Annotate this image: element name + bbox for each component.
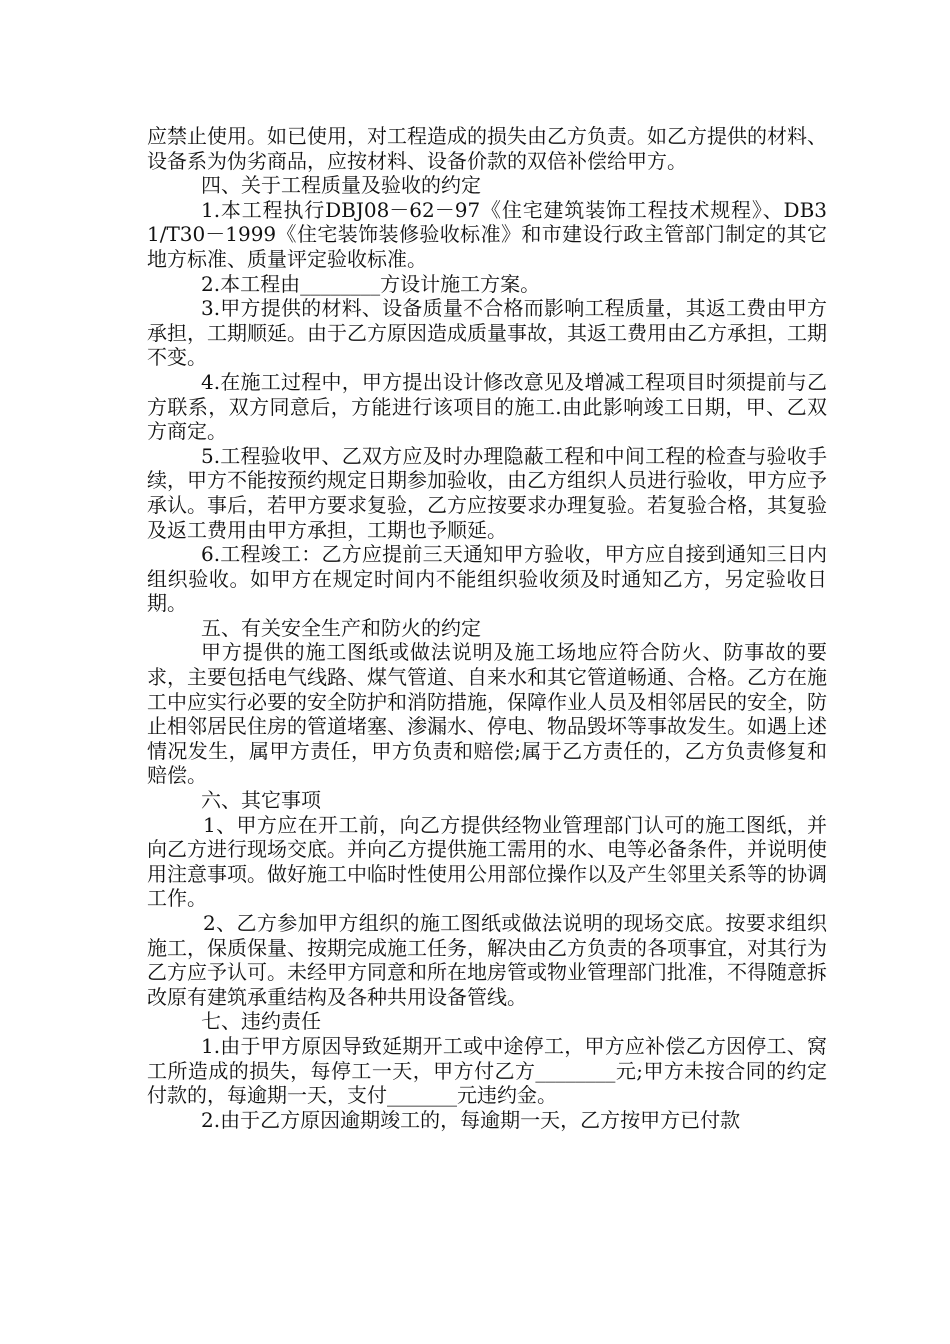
paragraph: 应禁止使用。如已使用，对工程造成的损失由乙方负责。如乙方提供的材料、设备系为伪劣商品，应按材料、设备价款的双倍补偿给甲方。	[147, 124, 827, 173]
paragraph: 1.本工程执行DBJ08－62－97《住宅建筑装饰工程技术规程》、DB31/T30－1999《住宅装饰装修验收标准》和市建设行政主管部门制定的其它地方标准、质量评定验收标准。	[147, 197, 827, 271]
paragraph: 2.本工程由________方设计施工方案。	[201, 271, 541, 296]
paragraph: 1.由于甲方原因导致延期开工或中途停工，甲方应补偿乙方因停工、窝工所造成的损失，每停工一天，甲方付乙方________元;甲方未按合同的约定付款的，每逾期一天，支付_______元违约金。	[147, 1033, 827, 1108]
paragraph: 5.工程验收甲、乙双方应及时办理隐蔽工程和中间工程的检查与验收手续，甲方不能按预约规定日期参加验收，由乙方组织人员进行验收，甲方应予承认。事后，若甲方要求复验，乙方应按要求办理复验。若复验合格，其复验及返工费用由甲方承担，工期也予顺延。	[147, 443, 827, 542]
paragraph: 甲方提供的施工图纸或做法说明及施工场地应符合防火、防事故的要求，主要包括电气线路、煤气管道、自来水和其它管道畅通、合格。乙方在施工中应实行必要的安全防护和消防措施，保障作业人员及相邻居民的安全，防止相邻居民住房的管道堵塞、渗漏水、停电、物品毁坏等事故发生。如遇上述情况发生，属甲方责任，甲方负责和赔偿;属于乙方责任的，乙方负责修复和赔偿。	[147, 640, 827, 788]
section-heading: 五、有关安全生产和防火的约定	[201, 615, 481, 640]
paragraph: 2.由于乙方原因逾期竣工的，每逾期一天，乙方按甲方已付款	[201, 1107, 741, 1132]
paragraph: 3.甲方提供的材料、设备质量不合格而影响工程质量，其返工费由甲方承担，工期顺延。由于乙方原因造成质量事故，其返工费用由乙方承担，工期不变。	[147, 296, 827, 370]
paragraph: 6.工程竣工：乙方应提前三天通知甲方验收，甲方应自接到通知三日内组织验收。如甲方在规定时间内不能组织验收须及时通知乙方，另定验收日期。	[147, 542, 827, 616]
section-heading: 四、关于工程质量及验收的约定	[201, 173, 481, 198]
paragraph: 2、乙方参加甲方组织的施工图纸或做法说明的现场交底。按要求组织施工，保质保量、按期完成施工任务，解决由乙方负责的各项事宜，对其行为乙方应予认可。未经甲方同意和所在地房管或物业管理部门批准，不得随意拆改原有建筑承重结构及各种共用设备管线。	[147, 911, 827, 1009]
section-heading: 六、其它事项	[201, 788, 321, 813]
paragraph: 1、甲方应在开工前，向乙方提供经物业管理部门认可的施工图纸，并向乙方进行现场交底。并向乙方提供施工需用的水、电等必备条件，并说明使用注意事项。做好施工中临时性使用公用部位操作以及产生邻里关系等的协调工作。	[147, 812, 827, 911]
document-page	[147, 124, 827, 1132]
section-heading: 七、违约责任	[201, 1009, 321, 1034]
paragraph: 4.在施工过程中，甲方提出设计修改意见及增减工程项目时须提前与乙方联系，双方同意后，方能进行该项目的施工.由此影响竣工日期，甲、乙双方商定。	[147, 369, 827, 444]
